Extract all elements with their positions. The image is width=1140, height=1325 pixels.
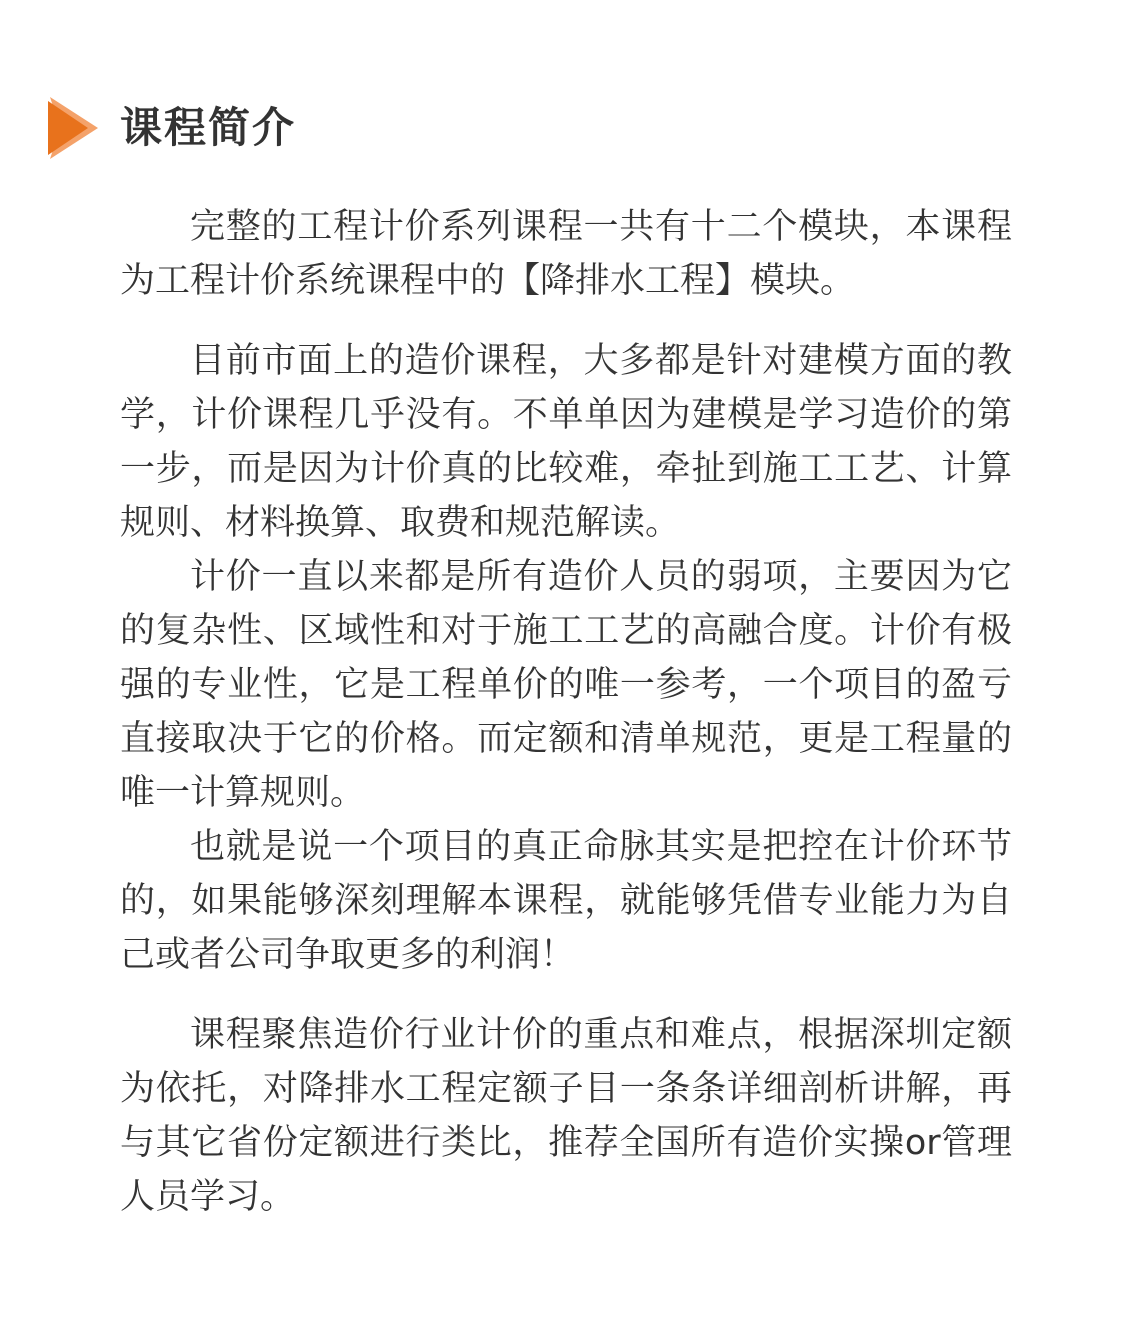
intro-paragraph-3: 计价一直以来都是所有造价人员的弱项，主要因为它的复杂性、区域性和对于施工工艺的高融合度。计价有极强的专业性，它是工程单价的唯一参考，一个项目的盈亏直接取决于它的价格。而定额和清单规范，更是工程量的唯一计算规则。	[120, 557, 1012, 813]
section-header	[48, 96, 296, 160]
chevron-right-icon	[48, 97, 98, 159]
intro-paragraph-5: 课程聚焦造价行业计价的重点和难点，根据深圳定额为依托，对降排水工程定额子目一条条详细剖析讲解，再与其它省份定额进行类比，推荐全国所有造价实操or管理人员学习。	[120, 1015, 1012, 1217]
intro-paragraph-4: 也就是说一个项目的真正命脉其实是把控在计价环节的，如果能够深刻理解本课程，就能够凭借专业能力为自己或者公司争取更多的利润！	[120, 827, 1012, 975]
section-title: 课程简介	[120, 103, 297, 152]
intro-paragraph-2: 目前市面上的造价课程，大多都是针对建模方面的教学，计价课程几乎没有。不单单因为建模是学习造价的第一步，而是因为计价真的比较难，牵扯到施工工艺、计算规则、材料换算、取费和规范解读。	[120, 341, 1012, 543]
course-intro-body	[120, 200, 1012, 1224]
intro-paragraph-1: 完整的工程计价系列课程一共有十二个模块，本课程为工程计价系统课程中的【降排水工程】模块。	[120, 207, 1012, 301]
